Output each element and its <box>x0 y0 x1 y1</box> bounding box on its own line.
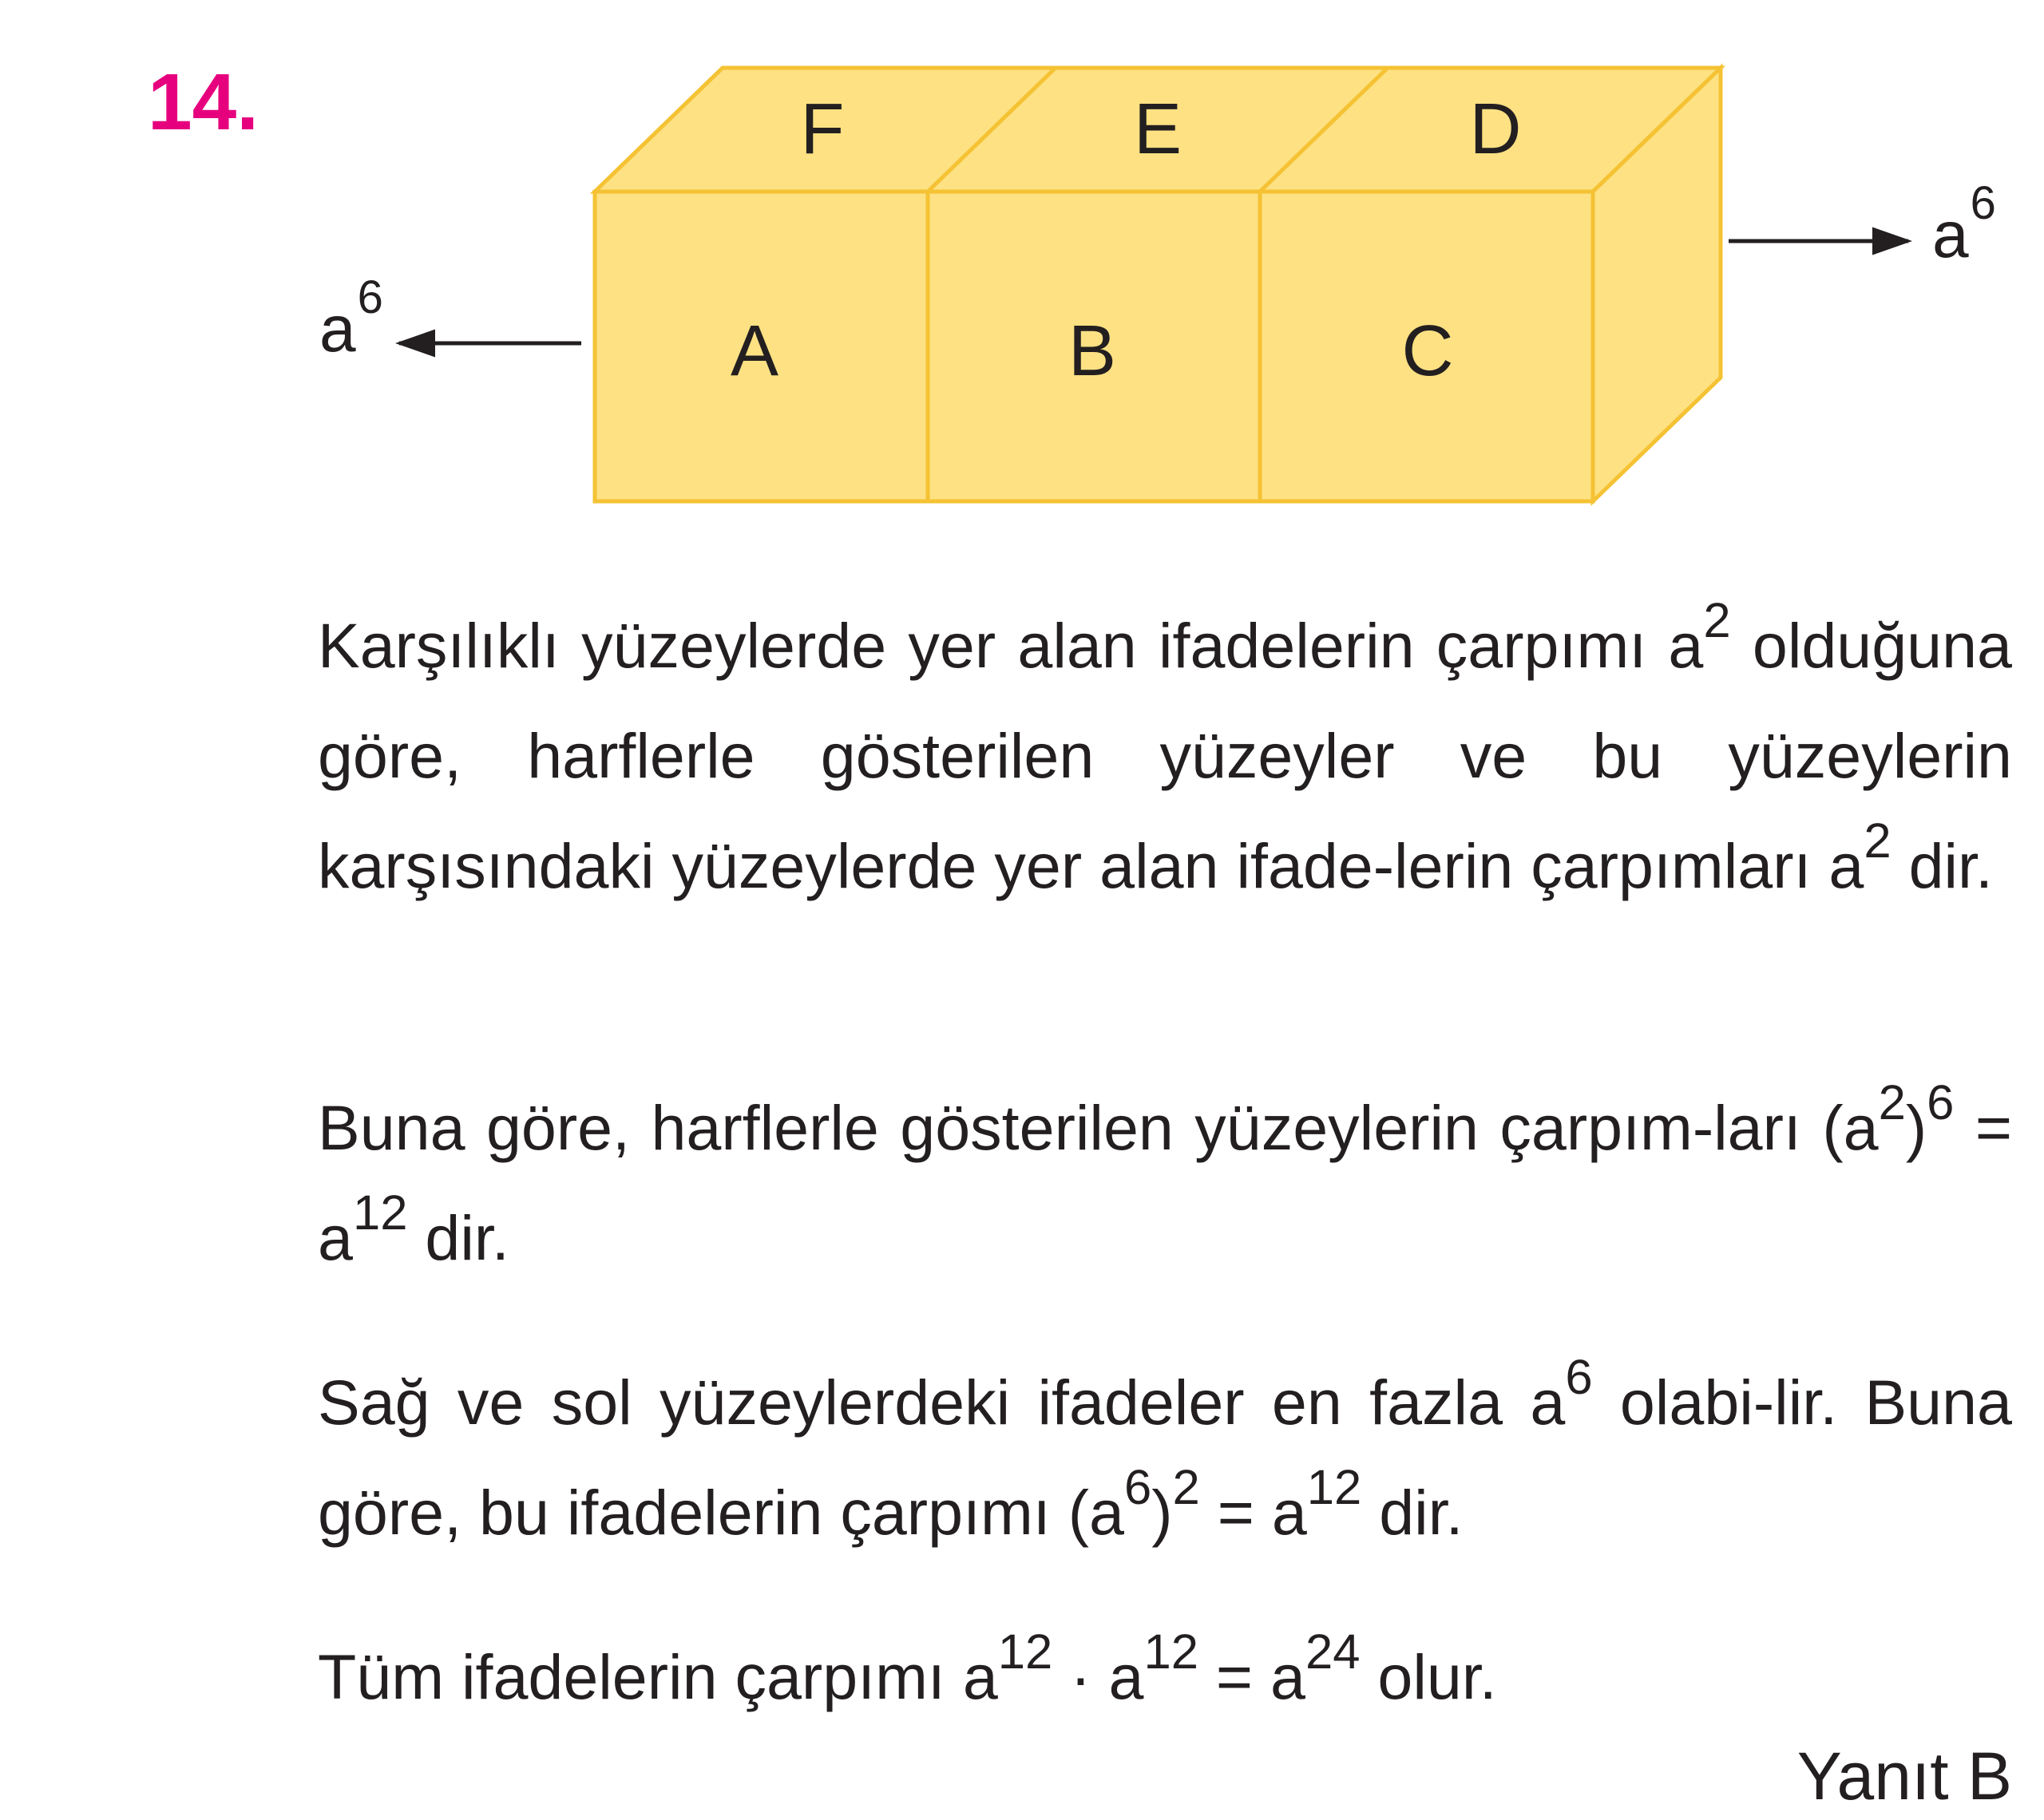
solution-paragraph-1: Karşılıklı yüzeylerde yer alan ifadelerin çarpımı $a^2$ olduğuna göre, harflerle gösterilen yüzeyler ve bu yüzeylerin karşısındaki yüzeylerde yer alan ifade-lerin çarpımları $a^2$ dir. <box>318 592 2012 901</box>
solution-paragraph-4: Tüm ifadelerin çarpımı $a^{12} \cdot a^{12} = a^{24}$ olur. <box>318 1624 1497 1712</box>
face-label-f: F <box>800 89 845 169</box>
left-arrow-label: $a^6$ <box>319 271 383 366</box>
answer-label: Yanıt B <box>1796 1739 2012 1814</box>
face-label-b: B <box>1068 311 1117 391</box>
face-label-c: C <box>1401 311 1454 391</box>
solution-paragraph-2: Buna göre, harflerle gösterilen yüzeylerin çarpım-ları $(a^2)^6 = a^{12}$ dir. <box>318 1074 2013 1273</box>
box-diagram <box>0 0 2044 559</box>
solution-paragraph-3: Sağ ve sol yüzeylerdeki ifadeler en fazla $a^6$ olabi-lir. Buna göre, bu ifadelerin çarpımı $(a^6)^2 = a^{12}$ dir. <box>318 1349 2012 1548</box>
question-number: 14. <box>148 57 259 147</box>
right-arrow-label: $a^6$ <box>1932 177 1996 271</box>
face-label-d: D <box>1469 89 1522 169</box>
face-label-e: E <box>1133 89 1182 169</box>
face-label-a: A <box>730 311 779 391</box>
